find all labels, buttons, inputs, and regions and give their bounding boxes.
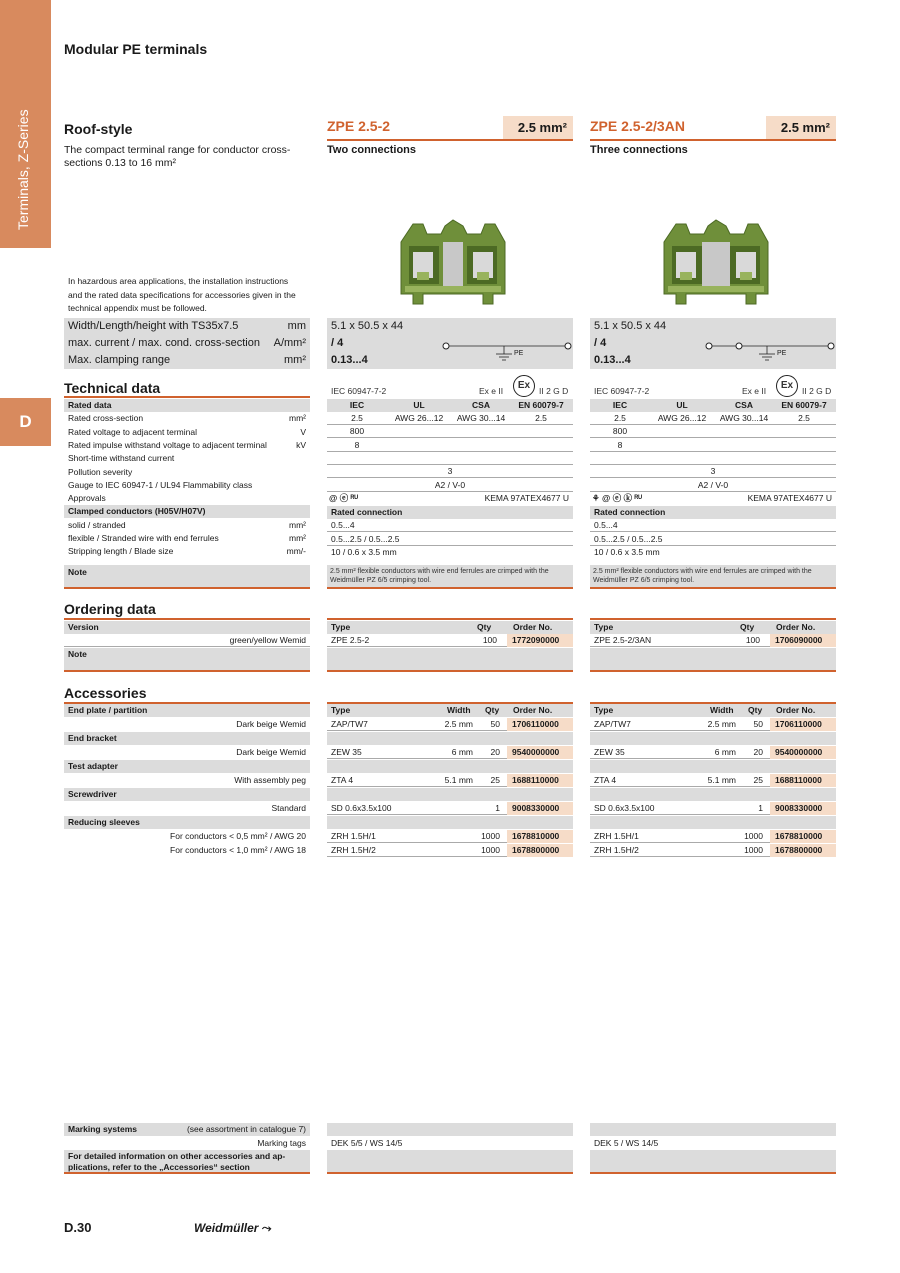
tech-row-label: Clamped conductors (H05V/H07V)	[68, 506, 206, 517]
acc-qty: 25	[753, 775, 763, 785]
tech-row-label: flexible / Stranded wire with end ferrules	[68, 533, 219, 543]
order-type: ZPE 2.5-2/3AN	[594, 635, 652, 645]
tech-row	[64, 545, 310, 558]
pe-label: PE	[514, 350, 524, 357]
acc-header-qty: Qty	[748, 705, 763, 715]
accessory-row	[590, 844, 836, 857]
voltage-row	[590, 425, 836, 438]
acc-type: ZRH 1.5H/2	[331, 845, 376, 855]
acc-type: ZRH 1.5H/1	[331, 831, 376, 841]
accessory-item-label: Dark beige Wemid	[236, 747, 306, 757]
acc-qty: 1000	[481, 845, 500, 855]
tech-row-label: Rated cross-section	[68, 413, 144, 424]
approval-marks-icon: @ ⓔ ᴿᵁ	[329, 492, 359, 503]
order-header-qty: Qty	[740, 622, 755, 632]
acc-order-number: 1678800000	[770, 844, 836, 857]
ordering-note-box	[327, 648, 573, 672]
orange-rule	[327, 618, 573, 620]
accessory-row	[327, 830, 573, 843]
acc-width: 5.1 mm	[707, 775, 736, 785]
acc-type: SD 0.6x3.5x100	[594, 803, 655, 813]
accessory-item-label: With assembly peg	[234, 775, 306, 785]
acc-type: ZTA 4	[331, 775, 354, 785]
dims-unit: mm	[287, 320, 306, 332]
dims-unit: mm²	[284, 354, 306, 366]
rated-header-cell: UL	[676, 400, 688, 410]
standard-row	[590, 380, 836, 398]
rated-connection-header: Rated connection	[590, 506, 836, 519]
section-d-tab: D	[0, 398, 51, 446]
ordering-note-label: Note	[64, 648, 310, 672]
tech-row	[64, 519, 310, 532]
ordering-title: Ordering data	[64, 601, 310, 620]
pe-schematic-icon	[442, 340, 572, 364]
order-qty: 100	[482, 635, 497, 645]
note-box	[590, 565, 836, 589]
short-time-row	[327, 452, 573, 465]
marking-tag: DEK 5/5 / WS 14/5	[331, 1138, 403, 1148]
accessory-group-header: Screwdriver	[64, 788, 310, 801]
acc-header-qty: Qty	[485, 705, 500, 715]
acc-type: ZRH 1.5H/1	[594, 831, 639, 841]
detailed-info	[64, 1150, 310, 1174]
strip-value: 10 / 0.6 x 3.5 mm	[594, 546, 660, 557]
terminal-block-image	[656, 212, 776, 312]
marking-label	[64, 1123, 310, 1136]
tech-row	[64, 505, 310, 518]
impulse-value: 8	[354, 439, 360, 450]
intro-desc-line: The compact terminal range for conductor cross-	[64, 144, 291, 156]
acc-header-type: Type	[331, 705, 351, 715]
product-column-1	[327, 0, 573, 1273]
pe-label: PE	[777, 350, 787, 357]
accessory-spacer-row	[590, 816, 836, 829]
orange-rule	[590, 139, 836, 141]
pe-schematic	[442, 340, 572, 370]
intro-desc	[64, 144, 290, 170]
accessory-spacer-row	[590, 732, 836, 745]
order-header-type: Type	[331, 622, 351, 632]
order-row	[327, 634, 573, 647]
approvals-row	[590, 492, 836, 505]
order-qty: 100	[745, 635, 760, 645]
rated-cs-cell: AWG 26...12	[657, 413, 707, 423]
accessory-row	[327, 718, 573, 731]
acc-order-number: 1706110000	[507, 718, 573, 731]
acc-order-number: 1688110000	[770, 774, 836, 787]
acc-header-width: Width	[710, 705, 734, 715]
detailed-info-line: For detailed information on other accessories and ap-	[68, 1151, 286, 1161]
order-header-no: Order No.	[776, 622, 816, 632]
rated-cs-cell: AWG 26...12	[394, 413, 444, 423]
note-line: Weidmüller PZ 6/5 crimping tool.	[593, 577, 695, 584]
tech-row-label: Rated data	[68, 400, 112, 410]
rated-header-cell: UL	[413, 400, 425, 410]
acc-order-number: 1678810000	[507, 830, 573, 843]
marking-row	[590, 1123, 836, 1136]
tech-row	[64, 532, 310, 545]
note-box	[327, 565, 573, 589]
tech-row-label: Approvals	[68, 493, 106, 504]
acc-order-number: 9008330000	[507, 802, 573, 815]
short-time-row	[590, 452, 836, 465]
tech-row	[64, 412, 310, 425]
side-tab	[0, 0, 51, 248]
approval-marks-icon: ⚘ @ ⓔ ⓚ ᴿᵁ	[592, 492, 642, 503]
acc-type: ZTA 4	[594, 775, 617, 785]
dims-row	[68, 318, 310, 335]
tech-row-unit: mm²	[289, 533, 306, 543]
acc-qty: 1	[758, 803, 763, 813]
accessory-spacer-row	[590, 760, 836, 773]
rated-cs-row	[327, 412, 573, 425]
version-label: Version	[64, 621, 310, 634]
rated-connection-header: Rated connection	[327, 506, 573, 519]
tech-row-unit: mm²	[289, 413, 306, 424]
acc-qty: 25	[490, 775, 500, 785]
rated-cs-cell: 2.5	[798, 413, 810, 423]
current-value: / 4	[331, 337, 344, 349]
rated-cs-row	[590, 412, 836, 425]
acc-header-width: Width	[447, 705, 471, 715]
rated-header-cell: EN 60079-7	[518, 400, 564, 410]
accessory-item-label: Dark beige Wemid	[236, 719, 306, 729]
accessory-group-header: End bracket	[64, 732, 310, 745]
acc-qty: 1	[495, 803, 500, 813]
tech-row-unit: kV	[296, 439, 306, 450]
dims-values	[327, 318, 573, 369]
hazard-line: In hazardous area applications, the installation instructions	[68, 276, 289, 286]
dims-unit: A/mm²	[273, 337, 306, 349]
side-tab-label: Terminals, Z-Series	[15, 109, 31, 230]
page-title: Modular PE terminals	[64, 41, 208, 57]
flammability-row: A2 / V-0	[327, 479, 573, 492]
connections-label: Two connections	[327, 144, 417, 156]
acc-type: SD 0.6x3.5x100	[331, 803, 392, 813]
tech-row-label: solid / stranded	[68, 519, 126, 530]
acc-order-number: 1706110000	[770, 718, 836, 731]
intro-title: Roof-style	[64, 121, 133, 137]
strip-value: 10 / 0.6 x 3.5 mm	[331, 546, 397, 557]
pollution-row: 3	[327, 465, 573, 478]
accessory-group-header: Reducing sleeves	[64, 816, 310, 829]
tech-row	[64, 399, 310, 412]
acc-qty: 1000	[744, 845, 763, 855]
acc-qty: 20	[753, 747, 763, 757]
tech-row-label: Rated impulse withstand voltage to adjacent terminal	[68, 439, 267, 450]
note-line: Weidmüller PZ 6/5 crimping tool.	[330, 577, 432, 584]
hazard-note	[68, 275, 296, 316]
ex-symbol-icon: Ex	[513, 375, 535, 397]
accessory-spacer-row	[327, 760, 573, 773]
pe-schematic	[705, 340, 835, 370]
note-line: 2.5 mm² flexible conductors with wire end ferrules are crimped with the	[593, 568, 812, 575]
tech-row-unit: V	[300, 426, 306, 437]
voltage-value: 800	[612, 426, 628, 437]
flexible-value: 0.5...2.5 / 0.5...2.5	[327, 533, 573, 546]
accessory-item-label: Standard	[271, 803, 306, 813]
marking-tags-label: Marking tags	[257, 1138, 306, 1148]
pollution-row: 3	[590, 465, 836, 478]
dims-values	[590, 318, 836, 369]
order-header-no: Order No.	[513, 622, 553, 632]
accessory-item-label: For conductors < 0,5 mm² / AWG 20	[170, 831, 306, 841]
rated-cs-cell: AWG 30...14	[719, 413, 769, 423]
tech-row	[64, 452, 310, 465]
hazard-line: technical appendix must be followed.	[68, 303, 207, 313]
accessory-row	[327, 844, 573, 857]
accessory-row	[327, 746, 573, 759]
impulse-row	[590, 439, 836, 452]
accessory-row	[590, 718, 836, 731]
approvals-row	[327, 492, 573, 505]
acc-order-number: 1678810000	[770, 830, 836, 843]
rated-cs-cell: 2.5	[351, 413, 363, 423]
brand-icon: ⤳	[261, 1221, 272, 1235]
solid-value: 0.5...4	[590, 519, 836, 532]
acc-order-number: 9008330000	[770, 802, 836, 815]
tech-title: Technical data	[64, 380, 310, 398]
ex-right-label: II 2 G D	[539, 386, 569, 396]
marking-note: (see assortment in catalogue 7)	[186, 1124, 306, 1134]
detailed-info-box	[327, 1150, 573, 1174]
hazard-line: and the rated data specifications for accessories given in the	[68, 289, 296, 300]
marking-row	[327, 1123, 573, 1136]
impulse-value: 8	[617, 439, 623, 450]
acc-type: ZEW 35	[594, 747, 625, 757]
orange-rule	[327, 139, 573, 141]
tech-row-label: Gauge to IEC 60947-1 / UL94 Flammability class	[68, 479, 253, 490]
accessory-row	[590, 802, 836, 815]
accessory-group-header: End plate / partition	[64, 704, 310, 717]
acc-type: ZAP/TW7	[594, 719, 631, 729]
rated-header-row	[327, 399, 573, 412]
order-type: ZPE 2.5-2	[331, 635, 370, 645]
approval-cert: KEMA 97ATEX4677 U	[484, 492, 569, 503]
rated-cs-cell: AWG 30...14	[456, 413, 506, 423]
dims-label: Width/Length/height with TS35x7.5	[68, 320, 239, 332]
acc-width: 2.5 mm	[444, 719, 473, 729]
cross-section-badge: 2.5 mm²	[503, 116, 573, 139]
accessories-title: Accessories	[64, 685, 310, 704]
tech-row-unit: mm/-	[286, 546, 306, 557]
accessory-header-row	[327, 704, 573, 717]
dims-labels	[64, 318, 310, 369]
acc-qty: 50	[753, 719, 763, 729]
accessory-row	[327, 774, 573, 787]
marking-label-text: Marking systems	[68, 1124, 137, 1134]
ex-left-label: Ex e II	[479, 386, 504, 396]
voltage-row	[327, 425, 573, 438]
dims-row	[68, 335, 310, 352]
terminal-image	[393, 212, 513, 317]
acc-type: ZRH 1.5H/2	[594, 845, 639, 855]
acc-width: 6 mm	[451, 747, 473, 757]
acc-order-number: 9540000000	[507, 746, 573, 759]
impulse-row	[327, 439, 573, 452]
standard-label: IEC 60947-7-2	[594, 386, 650, 396]
order-number: 1706090000	[770, 634, 836, 647]
acc-qty: 20	[490, 747, 500, 757]
tech-row	[64, 426, 310, 439]
tech-row-label: Stripping length / Blade size	[68, 546, 174, 557]
tech-row-label: Short-time withstand current	[68, 453, 175, 464]
cross-section-badge: 2.5 mm²	[766, 116, 836, 139]
acc-header-no: Order No.	[513, 705, 553, 715]
dims-label: Max. clamping range	[68, 354, 171, 366]
brand-name: Weidmüller	[194, 1221, 259, 1235]
rated-header-cell: IEC	[612, 400, 628, 410]
order-header-type: Type	[594, 622, 614, 632]
clamp-value: 0.13...4	[594, 354, 631, 366]
ex-right-label: II 2 G D	[802, 386, 832, 396]
intro-desc-line: sections 0.13 to 16 mm²	[64, 157, 177, 169]
current-value: / 4	[594, 337, 607, 349]
rated-header-row	[590, 399, 836, 412]
flammability-row: A2 / V-0	[590, 479, 836, 492]
ex-left-label: Ex e II	[742, 386, 767, 396]
page-number: D.30	[64, 1220, 92, 1235]
standard-row	[327, 380, 573, 398]
product-name: ZPE 2.5-2/3AN	[590, 118, 685, 134]
dims-row	[68, 352, 310, 369]
marking-tag: DEK 5 / WS 14/5	[594, 1138, 659, 1148]
order-number: 1772090000	[507, 634, 573, 647]
note-label: Note	[64, 565, 310, 589]
note-line: 2.5 mm² flexible conductors with wire end ferrules are crimped with the	[330, 568, 549, 575]
dims-label: max. current / max. cond. cross-section	[68, 337, 260, 349]
detailed-info-line: plications, refer to the „Accessories“ section	[68, 1162, 250, 1172]
acc-order-number: 1688110000	[507, 774, 573, 787]
terminal-image	[656, 212, 776, 317]
brand-logo	[194, 1221, 271, 1236]
tech-row-label: Pollution severity	[68, 466, 133, 477]
rated-header-cell: CSA	[472, 400, 490, 410]
accessory-row	[327, 802, 573, 815]
accessory-row	[590, 746, 836, 759]
dims-value: 5.1 x 50.5 x 44	[594, 320, 667, 332]
acc-width: 2.5 mm	[707, 719, 736, 729]
connections-label: Three connections	[590, 144, 688, 156]
accessory-row	[590, 774, 836, 787]
acc-order-number: 1678800000	[507, 844, 573, 857]
terminal-block-image	[393, 212, 513, 312]
acc-width: 5.1 mm	[444, 775, 473, 785]
pe-schematic-icon	[705, 340, 835, 364]
product-column-2	[590, 0, 836, 1273]
accessory-spacer-row	[590, 788, 836, 801]
accessory-item-label: For conductors < 1,0 mm² / AWG 18	[170, 845, 306, 855]
acc-header-type: Type	[594, 705, 614, 715]
accessory-spacer-row	[327, 816, 573, 829]
order-row	[590, 634, 836, 647]
detailed-info-box	[590, 1150, 836, 1174]
version-value: green/yellow Wemid	[64, 634, 310, 647]
ordering-note-box	[590, 648, 836, 672]
accessory-row	[590, 830, 836, 843]
accessory-header-row	[590, 704, 836, 717]
acc-qty: 1000	[481, 831, 500, 841]
acc-header-no: Order No.	[776, 705, 816, 715]
rated-header-cell: CSA	[735, 400, 753, 410]
acc-type: ZEW 35	[331, 747, 362, 757]
tech-row-label: Rated voltage to adjacent terminal	[68, 426, 197, 437]
order-header-row	[327, 621, 573, 634]
voltage-value: 800	[349, 426, 365, 437]
product-name: ZPE 2.5-2	[327, 118, 391, 134]
standard-label: IEC 60947-7-2	[331, 386, 387, 396]
acc-qty: 1000	[744, 831, 763, 841]
order-header-qty: Qty	[477, 622, 492, 632]
dims-value: 5.1 x 50.5 x 44	[331, 320, 404, 332]
tech-row-unit: mm²	[289, 519, 306, 530]
flexible-value: 0.5...2.5 / 0.5...2.5	[590, 533, 836, 546]
rated-header-cell: IEC	[349, 400, 365, 410]
clamp-value: 0.13...4	[331, 354, 368, 366]
accessory-spacer-row	[327, 732, 573, 745]
order-header-row	[590, 621, 836, 634]
tech-row	[64, 439, 310, 452]
acc-qty: 50	[490, 719, 500, 729]
tech-row	[64, 492, 310, 505]
acc-order-number: 9540000000	[770, 746, 836, 759]
tech-row	[64, 466, 310, 479]
orange-rule	[590, 618, 836, 620]
rated-header-cell: EN 60079-7	[781, 400, 827, 410]
approval-cert: KEMA 97ATEX4677 U	[747, 492, 832, 503]
acc-type: ZAP/TW7	[331, 719, 368, 729]
acc-width: 6 mm	[714, 747, 736, 757]
ex-symbol-icon: Ex	[776, 375, 798, 397]
tech-row	[64, 479, 310, 492]
solid-value: 0.5...4	[327, 519, 573, 532]
accessory-spacer-row	[327, 788, 573, 801]
rated-cs-cell: 2.5	[614, 413, 626, 423]
rated-cs-cell: 2.5	[535, 413, 547, 423]
accessory-group-header: Test adapter	[64, 760, 310, 773]
